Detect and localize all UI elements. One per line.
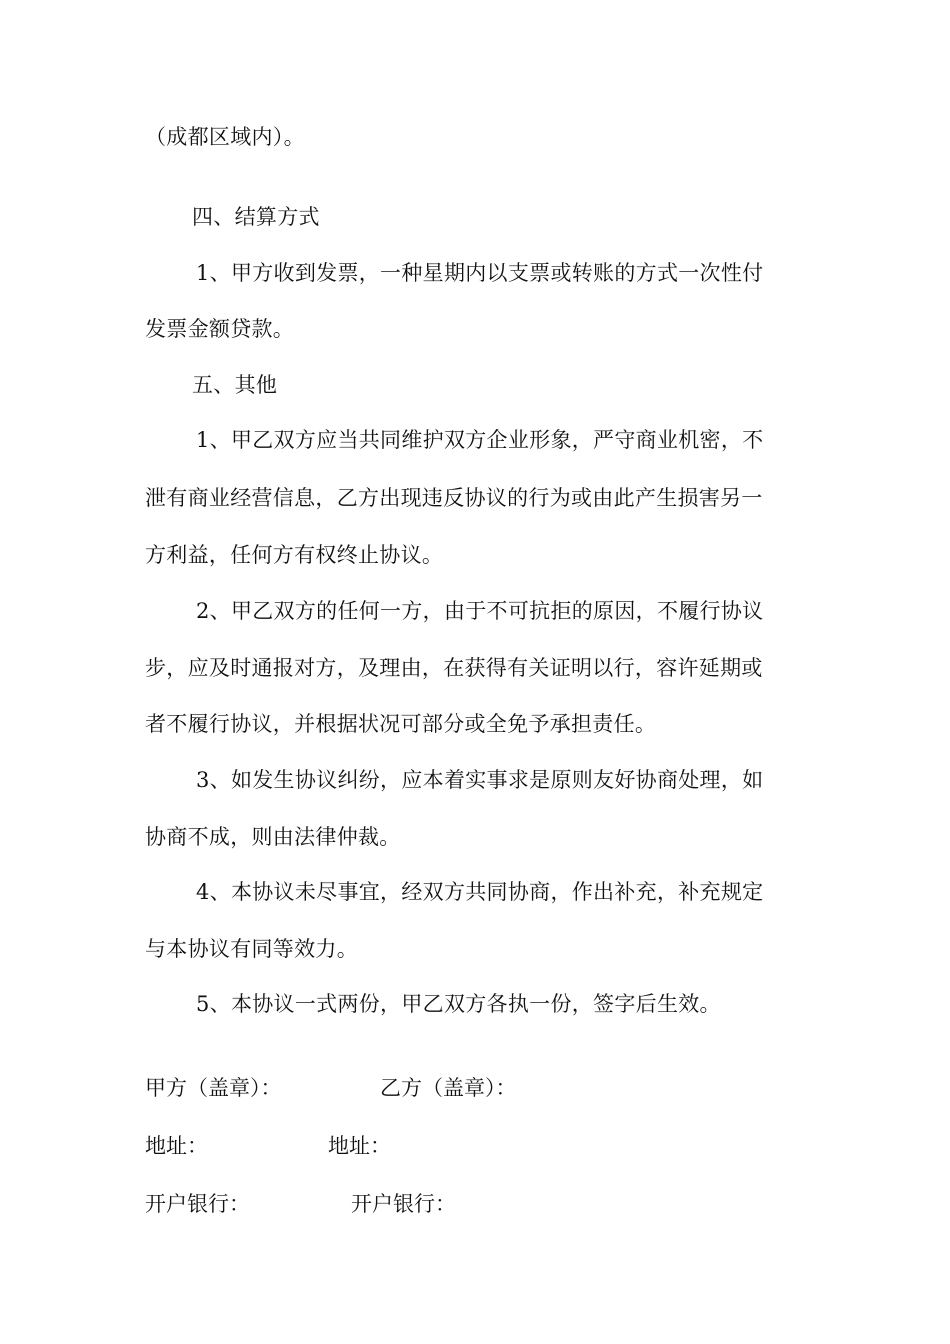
paragraph-line: （成都区域内）。 — [145, 125, 305, 149]
section-heading-other: 五、其他 — [192, 373, 278, 397]
paragraph-line: 1、甲乙双方应当共同维护双方企业形象，严守商业机密，不 — [196, 428, 764, 452]
section-heading-settlement: 四、结算方式 — [192, 205, 320, 229]
paragraph-line: 1、甲方收到发票，一种星期内以支票或转账的方式一次性付 — [196, 261, 764, 285]
paragraph-line: 3、如发生协议纠纷，应本着实事求是原则友好协商处理，如 — [196, 768, 764, 792]
paragraph-line: 者不履行协议，并根据状况可部分或全免予承担责任。 — [145, 712, 657, 736]
party-b-bank-label: 开户银行： — [351, 1192, 456, 1216]
party-b-address-label: 地址： — [328, 1134, 391, 1158]
paragraph-line: 与本协议有同等效力。 — [145, 937, 358, 961]
paragraph-line: 方利益，任何方有权终止协议。 — [145, 543, 444, 567]
paragraph-line: 4、本协议未尽事宜，经双方共同协商，作出补充，补充规定 — [196, 880, 764, 904]
paragraph-line: 泄有商业经营信息，乙方出现违反协议的行为或由此产生损害另一 — [145, 486, 763, 510]
paragraph-line: 发票金额贷款。 — [145, 317, 295, 341]
party-a-address-label: 地址： — [145, 1134, 208, 1158]
paragraph-line: 5、本协议一式两份，甲乙双方各执一份，签字后生效。 — [196, 992, 721, 1016]
paragraph-line: 协商不成，则由法律仲裁。 — [145, 825, 401, 849]
party-b-seal-label: 乙方（盖章）： — [380, 1076, 517, 1100]
paragraph-line: 步，应及时通报对方，及理由，在获得有关证明以行，容许延期或 — [145, 656, 763, 680]
party-a-seal-label: 甲方（盖章）： — [145, 1076, 282, 1100]
paragraph-line: 2、甲乙双方的任何一方，由于不可抗拒的原因，不履行协议 — [196, 599, 764, 623]
party-a-bank-label: 开户银行： — [145, 1192, 250, 1216]
